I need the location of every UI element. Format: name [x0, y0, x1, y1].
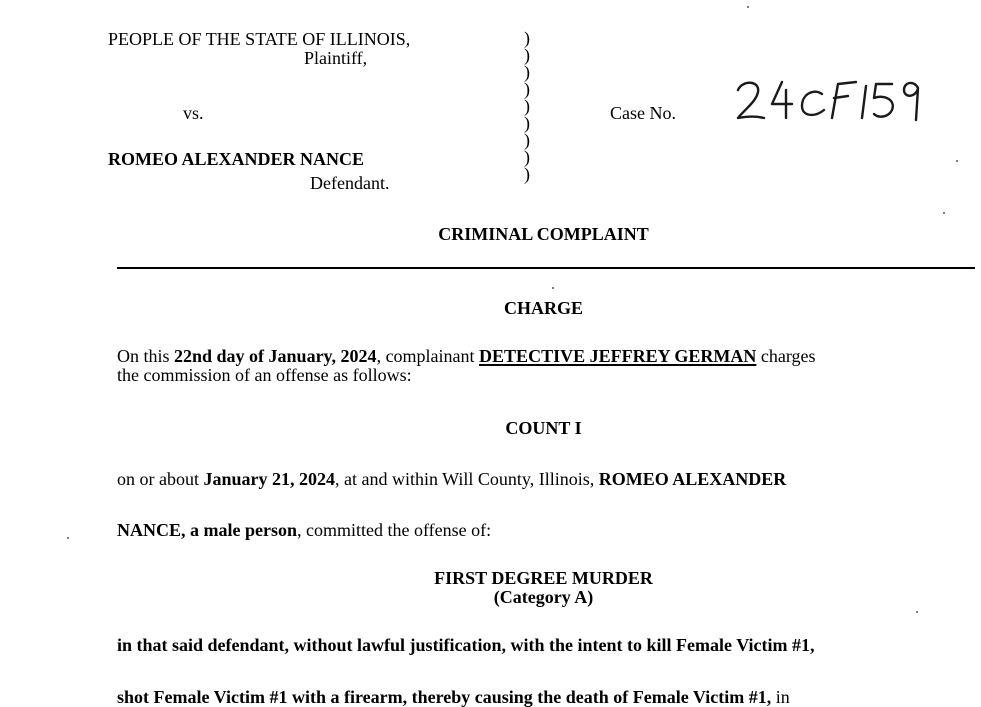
count-heading: COUNT I [505, 418, 582, 438]
charge-intro-middle: , complainant [376, 346, 480, 366]
defendant-name: ROMEO ALEXANDER NANCE [108, 149, 365, 169]
defendant-role: Defendant. [310, 173, 390, 193]
offense-date: January 21, 2024 [203, 469, 335, 489]
caption-paren: ) [524, 113, 530, 133]
offense-name: FIRST DEGREE MURDER [434, 568, 653, 588]
versus-label: vs. [183, 103, 204, 123]
caption-paren: ) [524, 164, 530, 184]
offense-text-line1: in that said defendant, without lawful justification, with the intent to kill Female Victim #1, [117, 635, 815, 655]
scan-speck [916, 611, 918, 613]
count-text-p3: , committed the offense of: [297, 520, 492, 540]
offense-category: (Category A) [493, 587, 594, 607]
caption-paren: ) [524, 96, 530, 116]
count-text-p2: , at and within Will County, Illinois, [335, 469, 599, 489]
caption-paren: ) [524, 62, 530, 82]
count-text-line2 [117, 521, 491, 539]
caption-paren: ) [524, 79, 530, 99]
scan-speck [67, 537, 69, 539]
defendant-name-continued: NANCE, a male person [117, 520, 297, 540]
complainant-name: DETECTIVE JEFFREY GERMAN [479, 346, 757, 366]
scan-speck [747, 6, 749, 8]
caption-paren: ) [524, 147, 530, 167]
plaintiff-name: PEOPLE OF THE STATE OF ILLINOIS, [108, 29, 411, 49]
defendant-name-inline: ROMEO ALEXANDER [598, 469, 787, 489]
charge-intro-prefix: On this [117, 346, 175, 366]
case-number-label: Case No. [610, 103, 676, 123]
horizontal-divider [117, 267, 975, 269]
caption-parentheses [524, 30, 530, 183]
handwritten-case-number [734, 76, 924, 126]
caption-paren: ) [524, 130, 530, 150]
count-text-line1 [117, 470, 786, 488]
charge-intro-suffix: charges [756, 346, 816, 366]
complaint-date: 22nd day of January, 2024 [174, 346, 377, 366]
scan-speck [956, 160, 958, 162]
offense-text-line2-tail: in [771, 687, 790, 707]
offense-text-line2-bold: shot Female Victim #1 with a firearm, thereby causing the death of Female Victim #1, [117, 687, 772, 707]
count-text-p1: on or about [117, 469, 204, 489]
charge-intro-line1 [117, 347, 816, 365]
plaintiff-role: Plaintiff, [304, 48, 368, 68]
document-title: CRIMINAL COMPLAINT [438, 224, 649, 244]
charge-intro-line2: the commission of an offense as follows: [117, 365, 412, 385]
caption-paren: ) [524, 45, 530, 65]
scan-speck [943, 212, 945, 214]
charge-heading: CHARGE [503, 298, 583, 318]
scan-speck [552, 287, 554, 289]
caption-paren: ) [524, 28, 530, 48]
offense-text-line2 [117, 688, 790, 706]
